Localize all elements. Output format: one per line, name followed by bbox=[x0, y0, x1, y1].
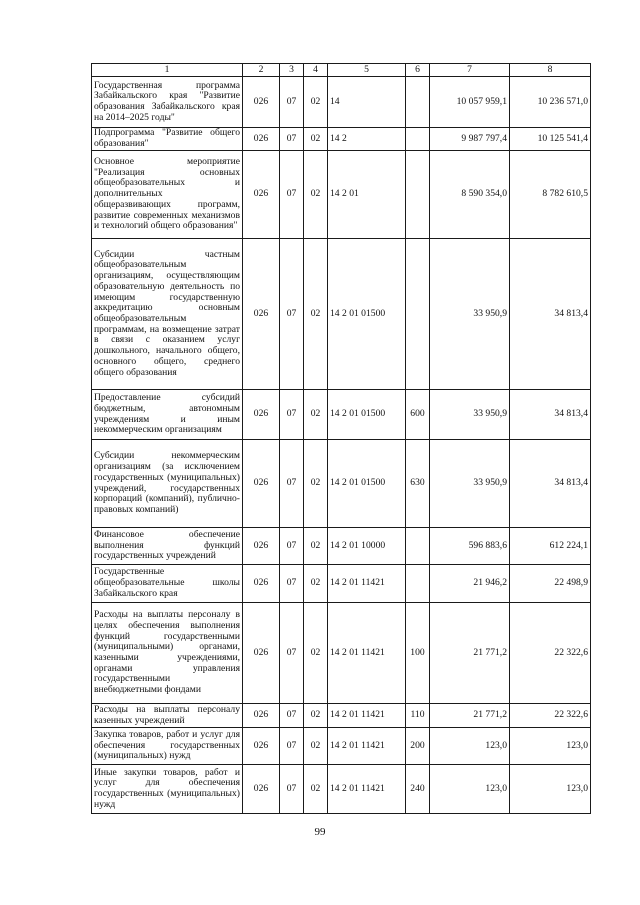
target-article: 14 2 01 11421 bbox=[328, 704, 406, 728]
code-subsection: 02 bbox=[304, 440, 328, 528]
code-section: 07 bbox=[280, 77, 304, 128]
target-article: 14 bbox=[328, 77, 406, 128]
code-ministry: 026 bbox=[243, 151, 280, 239]
code-section: 07 bbox=[280, 565, 304, 603]
column-header-8: 8 bbox=[510, 64, 591, 77]
amount-col7: 33 950,9 bbox=[430, 239, 510, 390]
amount-col7: 33 950,9 bbox=[430, 390, 510, 440]
table-row bbox=[92, 440, 591, 528]
target-article: 14 2 01 11421 bbox=[328, 765, 406, 814]
column-header-1: 1 bbox=[92, 64, 243, 77]
amount-col7: 123,0 bbox=[430, 728, 510, 765]
page-number: 99 bbox=[314, 826, 326, 838]
column-header-3: 3 bbox=[280, 64, 304, 77]
table-row bbox=[92, 728, 591, 765]
target-article: 14 2 01 bbox=[328, 151, 406, 239]
table-row bbox=[92, 528, 591, 565]
amount-col8: 34 813,4 bbox=[510, 390, 591, 440]
column-header-7: 7 bbox=[430, 64, 510, 77]
item-name: Государственная программа Забайкальского края "Развитие образования Забайкальского края на 2014–2025 годы" bbox=[92, 77, 243, 128]
expense-type bbox=[406, 528, 430, 565]
amount-col8: 34 813,4 bbox=[510, 239, 591, 390]
amount-col7: 596 883,6 bbox=[430, 528, 510, 565]
code-subsection: 02 bbox=[304, 239, 328, 390]
header-row bbox=[92, 64, 591, 77]
code-ministry: 026 bbox=[243, 603, 280, 704]
item-name: Иные закупки товаров, работ и услуг для обеспечения государственных (муниципальных) нужд bbox=[92, 765, 243, 814]
table-row bbox=[92, 151, 591, 239]
expense-type: 630 bbox=[406, 440, 430, 528]
column-header-4: 4 bbox=[304, 64, 328, 77]
amount-col8: 8 782 610,5 bbox=[510, 151, 591, 239]
code-section: 07 bbox=[280, 151, 304, 239]
table-row bbox=[92, 390, 591, 440]
table-row bbox=[92, 239, 591, 390]
code-ministry: 026 bbox=[243, 128, 280, 151]
table-row bbox=[92, 704, 591, 728]
target-article: 14 2 01 11421 bbox=[328, 603, 406, 704]
amount-col8: 22 322,6 bbox=[510, 704, 591, 728]
code-section: 07 bbox=[280, 128, 304, 151]
item-name: Подпрограмма "Развитие общего образования" bbox=[92, 128, 243, 151]
expense-type bbox=[406, 128, 430, 151]
amount-col7: 21 771,2 bbox=[430, 704, 510, 728]
column-header-6: 6 bbox=[406, 64, 430, 77]
code-section: 07 bbox=[280, 765, 304, 814]
expense-type bbox=[406, 77, 430, 128]
amount-col8: 10 125 541,4 bbox=[510, 128, 591, 151]
item-name: Основное мероприятие "Реализация основных общеобразовательных и дополнительных общеразвивающих программ, развитие современных механизмов и технологий общего образования" bbox=[92, 151, 243, 239]
amount-col7: 21 771,2 bbox=[430, 603, 510, 704]
item-name: Финансовое обеспечение выполнения функций государственных учреждений bbox=[92, 528, 243, 565]
code-section: 07 bbox=[280, 440, 304, 528]
amount-col7: 8 590 354,0 bbox=[430, 151, 510, 239]
code-subsection: 02 bbox=[304, 151, 328, 239]
column-header-5: 5 bbox=[328, 64, 406, 77]
amount-col7: 10 057 959,1 bbox=[430, 77, 510, 128]
table-row bbox=[92, 765, 591, 814]
item-name: Расходы на выплаты персоналу в целях обеспечения выполнения функций государственными (муниципальными) органами, казенными учреждениями, органами управления государственными внебюджетными фондами bbox=[92, 603, 243, 704]
amount-col8: 10 236 571,0 bbox=[510, 77, 591, 128]
amount-col8: 612 224,1 bbox=[510, 528, 591, 565]
code-subsection: 02 bbox=[304, 765, 328, 814]
code-subsection: 02 bbox=[304, 728, 328, 765]
code-ministry: 026 bbox=[243, 565, 280, 603]
item-name: Закупка товаров, работ и услуг для обеспечения государственных (муниципальных) нужд bbox=[92, 728, 243, 765]
code-subsection: 02 bbox=[304, 704, 328, 728]
code-section: 07 bbox=[280, 728, 304, 765]
expense-type: 100 bbox=[406, 603, 430, 704]
expense-type: 110 bbox=[406, 704, 430, 728]
expense-type bbox=[406, 239, 430, 390]
code-subsection: 02 bbox=[304, 603, 328, 704]
code-section: 07 bbox=[280, 239, 304, 390]
expense-type: 600 bbox=[406, 390, 430, 440]
target-article: 14 2 01 11421 bbox=[328, 565, 406, 603]
table-row bbox=[92, 128, 591, 151]
target-article: 14 2 01 10000 bbox=[328, 528, 406, 565]
code-ministry: 026 bbox=[243, 765, 280, 814]
table-row bbox=[92, 565, 591, 603]
amount-col8: 34 813,4 bbox=[510, 440, 591, 528]
code-ministry: 026 bbox=[243, 704, 280, 728]
item-name: Расходы на выплаты персоналу казенных учреждений bbox=[92, 704, 243, 728]
item-name: Субсидии частным общеобразовательным организациям, осуществляющим образовательную деятельность по имеющим государственную аккредитацию основным общеобразовательным программам, на возмещение затрат в связи с оказанием услуг дошкольного, начального общего, основного общего, среднего общего образования bbox=[92, 239, 243, 390]
expense-type: 240 bbox=[406, 765, 430, 814]
table-row bbox=[92, 603, 591, 704]
item-name: Государственные общеобразовательные школы Забайкальского края bbox=[92, 565, 243, 603]
item-name: Предоставление субсидий бюджетным, автономным учреждениям и иным некоммерческим организациям bbox=[92, 390, 243, 440]
code-section: 07 bbox=[280, 528, 304, 565]
amount-col8: 22 498,9 bbox=[510, 565, 591, 603]
expense-type bbox=[406, 151, 430, 239]
code-ministry: 026 bbox=[243, 77, 280, 128]
code-subsection: 02 bbox=[304, 528, 328, 565]
amount-col8: 22 322,6 bbox=[510, 603, 591, 704]
code-ministry: 026 bbox=[243, 528, 280, 565]
code-ministry: 026 bbox=[243, 440, 280, 528]
expense-type: 200 bbox=[406, 728, 430, 765]
amount-col8: 123,0 bbox=[510, 728, 591, 765]
item-name: Субсидии некоммерческим организациям (за исключением государственных (муниципальных) учреждений, государственных корпораций (компаний), публично-правовых компаний) bbox=[92, 440, 243, 528]
code-ministry: 026 bbox=[243, 239, 280, 390]
amount-col8: 123,0 bbox=[510, 765, 591, 814]
target-article: 14 2 01 01500 bbox=[328, 390, 406, 440]
target-article: 14 2 01 11421 bbox=[328, 728, 406, 765]
code-ministry: 026 bbox=[243, 728, 280, 765]
code-section: 07 bbox=[280, 603, 304, 704]
code-subsection: 02 bbox=[304, 128, 328, 151]
code-ministry: 026 bbox=[243, 390, 280, 440]
code-subsection: 02 bbox=[304, 565, 328, 603]
expense-type bbox=[406, 565, 430, 603]
target-article: 14 2 01 01500 bbox=[328, 239, 406, 390]
code-section: 07 bbox=[280, 390, 304, 440]
code-subsection: 02 bbox=[304, 390, 328, 440]
code-subsection: 02 bbox=[304, 77, 328, 128]
column-header-2: 2 bbox=[243, 64, 280, 77]
amount-col7: 21 946,2 bbox=[430, 565, 510, 603]
target-article: 14 2 bbox=[328, 128, 406, 151]
target-article: 14 2 01 01500 bbox=[328, 440, 406, 528]
amount-col7: 123,0 bbox=[430, 765, 510, 814]
table-row bbox=[92, 77, 591, 128]
code-section: 07 bbox=[280, 704, 304, 728]
amount-col7: 33 950,9 bbox=[430, 440, 510, 528]
budget-table bbox=[91, 63, 591, 814]
amount-col7: 9 987 797,4 bbox=[430, 128, 510, 151]
